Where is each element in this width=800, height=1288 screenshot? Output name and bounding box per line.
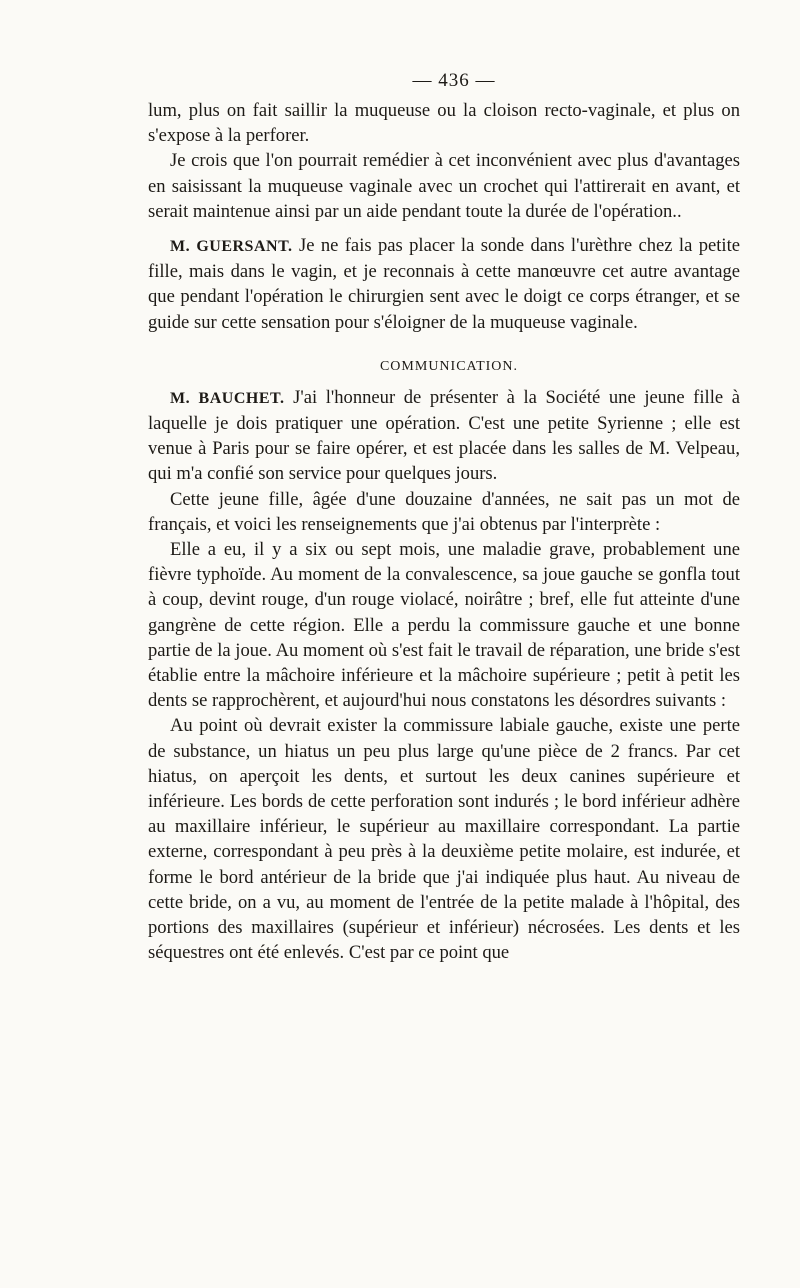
- speaker-bauchet: M. BAUCHET.: [170, 389, 285, 407]
- page-number: — 436 —: [412, 70, 496, 91]
- section-heading: COMMUNICATION.: [379, 358, 519, 374]
- paragraph-2: Je crois que l'on pourrait remédier à cet inconvénient avec plus d'avantages en saisissant la muqueuse vaginale avec un crochet qui l'attirerait en avant, et serait maintenue ainsi par un aide pendant toute la durée de l'opération..: [148, 150, 740, 222]
- paragraph-1: lum, plus on fait saillir la muqueuse ou la cloison recto-vaginale, et plus on s'expose à la perforer.: [148, 100, 740, 147]
- speaker-guersant: M. GUERSANT.: [170, 238, 293, 256]
- paragraph-guersant: [148, 233, 740, 335]
- paragraph-bauchet: [148, 385, 740, 487]
- paragraph-5: Cette jeune fille, âgée d'une douzaine d'années, ne sait pas un mot de français, et voici les renseignements que j'ai obtenus par l'interprète :: [148, 488, 740, 535]
- paragraph-7: Au point où devrait exister la commissure labiale gauche, existe une perte de substance, un hiatus un peu plus large qu'une pièce de 2 francs. Par cet hiatus, on aperçoit les dents, et surtout les deux canines supérieure et inférieure. Les bords de cette perforation sont indurés ; le bord inférieur adhère au maxillaire inférieur, le supérieur au maxillaire correspondant. La partie externe, correspondant à peu près à la deuxième petite molaire, est indurée, et forme le bord antérieur de la bride que j'ai indiquée plus haut. Au niveau de cette bride, on a vu, au moment de l'entrée de la petite malade à l'hôpital, des portions des maxillaires (supérieur et inférieur) nécrosées. Les dents et les séquestres ont été enlevés. C'est par ce point que: [148, 715, 740, 964]
- paragraph-bauchet-text: J'ai l'honneur de présenter à la Société une jeune fille à laquelle je dois pratiquer une opération. C'est une petite Syrienne ; elle est venue à Paris pour se faire opérer, et est placée dans les salles de M. Velpeau, qui m'a confié son service pour quelques jours.: [148, 386, 740, 485]
- paragraph-6: Elle a eu, il y a six ou sept mois, une maladie grave, probablement une fièvre typhoïde. Au moment de la convalescence, sa joue gauche se gonfla tout à coup, devint rouge, d'un rouge violacé, noirâtre ; bref, elle fut atteinte d'une gangrène de cette région. Elle a perdu la commissure gauche et une bonne partie de la joue. Au moment où s'est fait le travail de réparation, une bride s'est établie entre la mâchoire inférieure et la mâchoire supérieure ; petit à petit les dents se rapprochèrent, et aujourd'hui nous constatons les désordres suivants :: [148, 539, 740, 712]
- document-page: [148, 70, 740, 966]
- paragraph-guersant-text: Je ne fais pas placer la sonde dans l'urèthre chez la petite fille, mais dans le vagin, et je reconnais à cette manœuvre cet autre avantage que pendant l'opération le chirurgien sent avec le doigt ce corps étranger, et se guide sur cette sensation pour s'éloigner de la muqueuse vaginale.: [148, 235, 741, 333]
